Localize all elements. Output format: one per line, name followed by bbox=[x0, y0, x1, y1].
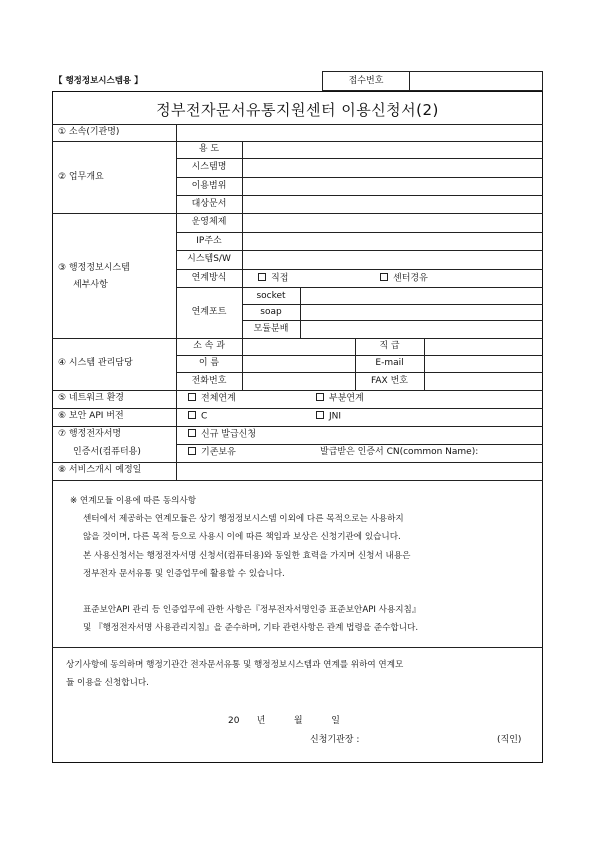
section-start-label: ⑧ 서비스개시 예정일 bbox=[58, 465, 142, 475]
port-module: 모듈분배 bbox=[253, 324, 289, 334]
manager-field-email: E-mail bbox=[375, 358, 404, 368]
section-org-label: ① 소속(기관명) bbox=[58, 127, 120, 137]
cert-cn-label: 발급받은 인증서 CN(common Name): bbox=[320, 447, 479, 457]
system-field-link-method: 연계방식 bbox=[191, 273, 227, 283]
section-system-label: ③ 행정정보시스템 bbox=[58, 263, 130, 273]
port-socket: socket bbox=[256, 291, 286, 301]
api-jni-option[interactable]: JNI bbox=[316, 411, 341, 423]
network-partial-option[interactable]: 부분연계 bbox=[316, 393, 364, 405]
section-cert-label: ⑦ 행정전자서명 bbox=[58, 429, 122, 439]
receipt-number-label: 접수번호 bbox=[348, 76, 384, 86]
notice-line: 센터에서 제공하는 연계모듈은 상기 행정정보시스템 이외에 다른 목적으로는 사용하지 bbox=[83, 514, 404, 525]
notice-block bbox=[70, 492, 420, 637]
application-date: 20 년 월 일 bbox=[228, 716, 340, 726]
cert-existing-option[interactable]: 기존보유 bbox=[188, 447, 236, 459]
checkbox-icon bbox=[188, 429, 196, 437]
section-cert-sublabel: 인증서(컴퓨터용) bbox=[73, 447, 141, 457]
manager-field-rank: 직 급 bbox=[379, 341, 400, 351]
receipt-number-box bbox=[322, 71, 543, 91]
manager-field-phone: 전화번호 bbox=[191, 376, 227, 386]
checkbox-icon bbox=[258, 273, 266, 281]
notice-line: 본 사용신청서는 행정전자서명 신청서(컴퓨터용)와 동일한 효력을 가지며 신청서 내용은 bbox=[83, 550, 411, 561]
system-field-port: 연계포트 bbox=[191, 307, 227, 317]
checkbox-icon bbox=[380, 273, 388, 281]
manager-field-dept: 소 속 과 bbox=[193, 341, 225, 351]
work-field-purpose: 용 도 bbox=[198, 144, 220, 154]
notice-heading: ※ 연계모듈 이용에 따른 동의사항 bbox=[70, 496, 197, 506]
applicant-label: 신청기관장 : bbox=[310, 735, 360, 745]
receipt-number-field[interactable] bbox=[410, 72, 542, 90]
work-field-system-name: 시스템명 bbox=[191, 162, 227, 172]
link-direct-option[interactable]: 직접 bbox=[258, 273, 288, 285]
manager-field-name: 이 름 bbox=[198, 358, 220, 368]
seal-label: (직인) bbox=[497, 735, 522, 745]
port-soap: soap bbox=[260, 307, 282, 317]
checkbox-icon bbox=[188, 411, 196, 419]
notice-line: 및 『행정전자서명 사용관리지침』을 준수하며, 기타 관련사항은 관계 법령을 준수합니다. bbox=[83, 623, 419, 634]
system-field-sw: 시스템S/W bbox=[187, 254, 231, 264]
link-center-option[interactable]: 센터경유 bbox=[380, 273, 428, 285]
work-field-scope: 이용범위 bbox=[191, 181, 227, 191]
notice-line: 않을 것이며, 다른 목적 등으로 사용시 이에 따른 책임과 보상은 신청기관에 있습니다. bbox=[83, 532, 401, 543]
checkbox-icon bbox=[316, 393, 324, 401]
network-full-option[interactable]: 전체연계 bbox=[188, 393, 236, 405]
work-field-documents: 대상문서 bbox=[191, 199, 227, 209]
system-use-label: 【 행정정보시스템용 】 bbox=[54, 76, 143, 86]
section-manager-label: ④ 시스템 관리담당 bbox=[58, 358, 133, 368]
checkbox-icon bbox=[188, 393, 196, 401]
section-network-label: ⑤ 네트워크 환경 bbox=[58, 393, 124, 403]
consent-block bbox=[66, 656, 403, 692]
form-title: 정부전자문서유통지원센터 이용신청서(2) bbox=[156, 101, 439, 119]
notice-line: 표준보안API 관리 등 인증업무에 관한 사항은『정부전자서명인증 표준보안API 사용지침』 bbox=[83, 605, 421, 616]
consent-line: 상기사항에 동의하며 행정기관간 전자문서유통 및 행정정보시스템과 연계를 위하여 연계모 bbox=[66, 660, 404, 670]
notice-line: 정부전자 문서유통 및 인증업무에 활용할 수 있습니다. bbox=[83, 568, 285, 579]
consent-line: 듈 이용을 신청합니다. bbox=[66, 678, 149, 689]
section-system-sublabel: 세부사항 bbox=[73, 280, 108, 290]
cert-new-option[interactable]: 신규 발급신청 bbox=[188, 429, 256, 441]
api-c-option[interactable]: C bbox=[188, 411, 207, 423]
section-work-label: ② 업무개요 bbox=[58, 172, 104, 182]
checkbox-icon bbox=[188, 447, 196, 455]
checkbox-icon bbox=[316, 411, 324, 419]
section-api-label: ⑥ 보안 API 버전 bbox=[58, 411, 124, 421]
system-field-ip: IP주소 bbox=[196, 236, 222, 246]
manager-field-fax: FAX 번호 bbox=[371, 376, 408, 386]
system-field-os: 운영체제 bbox=[191, 217, 227, 227]
